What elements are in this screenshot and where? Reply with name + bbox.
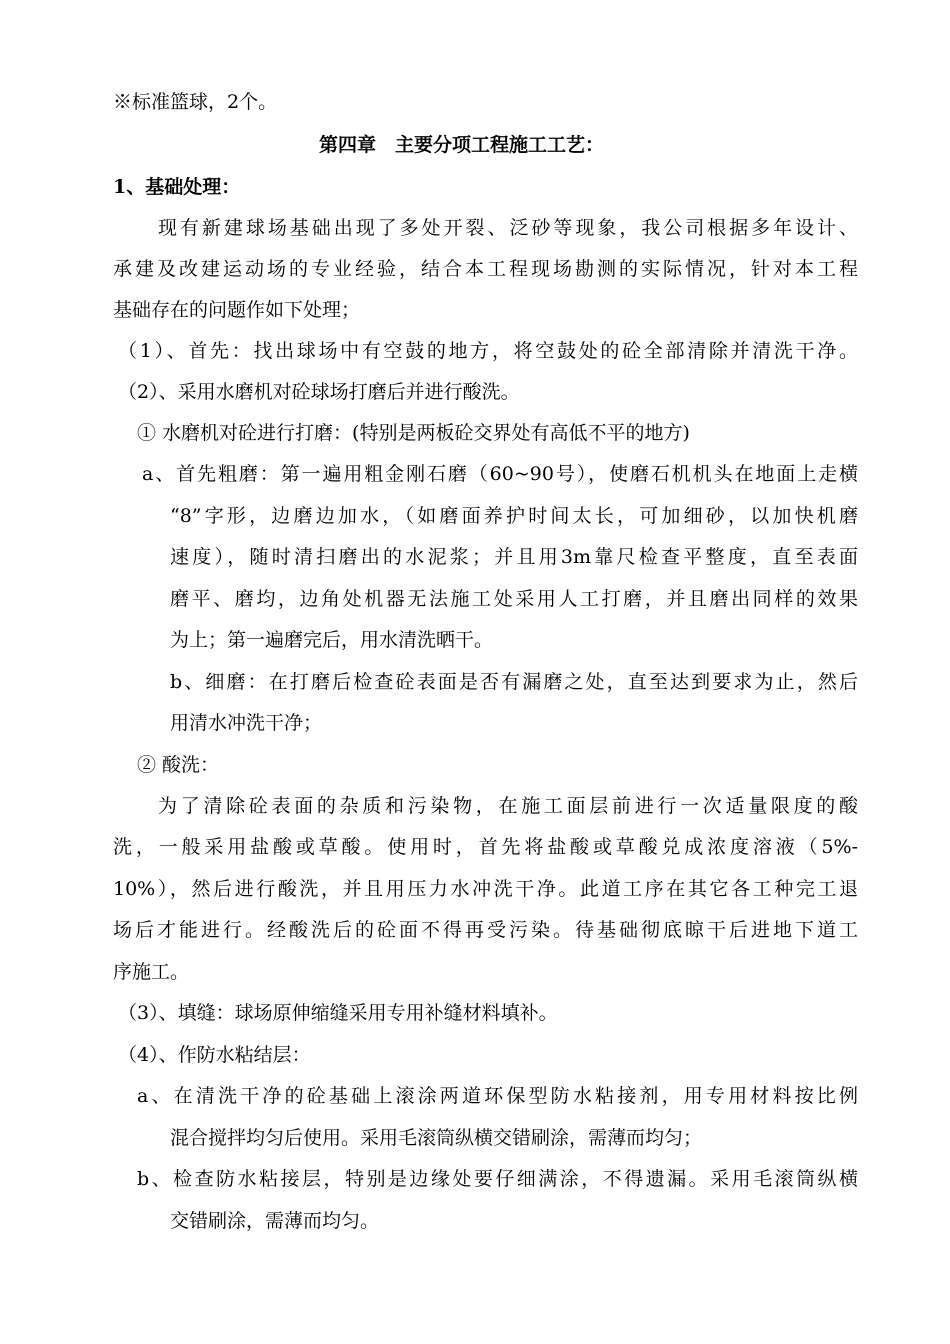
waterproof-step-a-line: 混合搅拌均匀后使用。采用毛滚筒纵横交错刷涂，需薄而均匀； — [170, 1127, 703, 1149]
paragraph-line: 洗，一般采用盐酸或草酸。使用时，首先将盐酸或草酸兑成浓度溶液（5%- — [113, 836, 858, 858]
list-item-1: （1）、首先：找出球场中有空鼓的地方，将空鼓处的砼全部清除并清洗干净。 — [118, 340, 858, 362]
sub-item-1: ① 水磨机对砼进行打磨：(特别是两板砼交界处有高低不平的地方) — [137, 422, 690, 444]
waterproof-step-a: a、在清洗干净的砼基础上滚涂两道环保型防水粘接剂，用专用材料按比例 — [137, 1085, 858, 1107]
sub-step-a-line: “8”字形，边磨边加水，（如磨面养护时间太长，可加细砂，以加快机磨 — [170, 505, 858, 527]
waterproof-step-b-line: 交错刷涂，需薄而均匀。 — [170, 1210, 380, 1232]
paragraph-line: 序施工。 — [113, 961, 190, 983]
paragraph-line: 基础存在的问题作如下处理； — [113, 299, 361, 321]
sub-step-a-line: 磨平、磨均，边角处机器无法施工处采用人工打磨，并且磨出同样的效果 — [170, 588, 858, 610]
waterproof-step-b: b、检查防水粘接层，特别是边缘处要仔细满涂，不得遗漏。采用毛滚筒纵横 — [137, 1168, 858, 1190]
list-item-2: （2）、采用水磨机对砼球场打磨后并进行酸洗。 — [118, 381, 520, 403]
paragraph-line: 10%），然后进行酸洗，并且用压力水冲洗干净。此道工序在其它各工种完工退 — [113, 878, 858, 900]
list-item-4: （4）、作防水粘结层： — [118, 1044, 311, 1066]
paragraph-line: 现有新建球场基础出现了多处开裂、泛砂等现象，我公司根据多年设计、 — [158, 217, 858, 239]
sub-step-b: b、细磨：在打磨后检查砼表面是否有漏磨之处，直至达到要求为止，然后 — [170, 671, 858, 693]
sub-item-2: ② 酸洗： — [137, 754, 220, 776]
section-heading: 1、基础处理： — [113, 176, 241, 198]
paragraph-line: 承建及改建运动场的专业经验，结合本工程现场勘测的实际情况，针对本工程 — [113, 258, 858, 280]
list-item-3: （3）、填缝：球场原伸缩缝采用专用补缝材料填补。 — [118, 1002, 558, 1024]
sub-step-a-line: 为上；第一遍磨完后，用水清洗晒干。 — [170, 629, 494, 651]
sub-step-a-line: 速度），随时清扫磨出的水泥浆；并且用3m靠尺检查平整度，直至表面 — [170, 546, 858, 568]
chapter-heading: 第四章 主要分项工程施工工艺： — [319, 134, 605, 156]
paragraph-line: 为了清除砼表面的杂质和污染物，在施工面层前进行一次适量限度的酸 — [158, 795, 858, 817]
paragraph-line: 场后才能进行。经酸洗后的砼面不得再受污染。待基础彻底晾干后进地下道工 — [113, 919, 858, 941]
sub-step-a: a、首先粗磨：第一遍用粗金刚石磨（60~90号），使磨石机机头在地面上走横 — [142, 463, 858, 485]
text-line: ※标准篮球，2个。 — [113, 91, 278, 113]
sub-step-b-line: 用清水冲洗干净； — [170, 712, 323, 734]
